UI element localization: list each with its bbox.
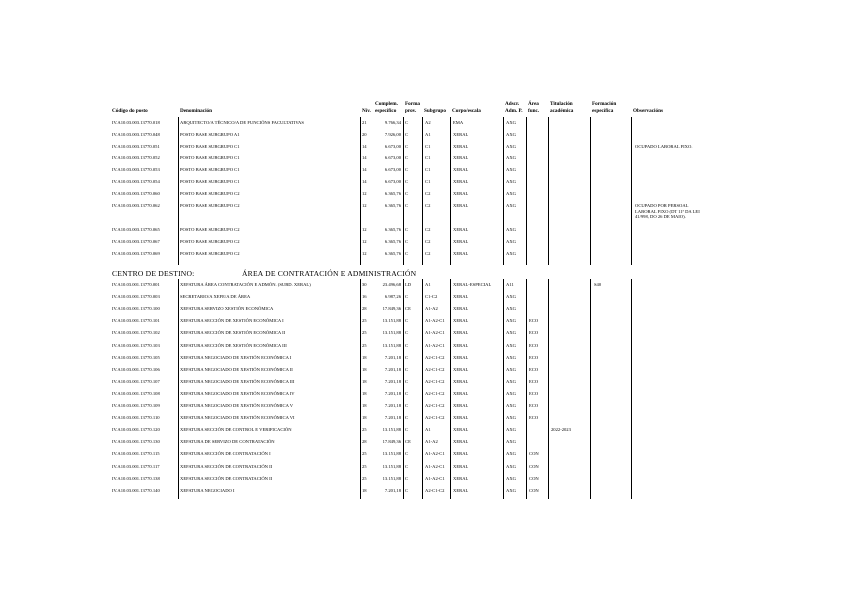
cell-comp: 6.987,26 <box>384 294 401 299</box>
cell-adscr: AXG <box>506 439 516 444</box>
cell-area: ECO <box>529 403 539 408</box>
header-complemento-bottom: específico <box>375 108 397 114</box>
cell-nivel: 25 <box>362 343 367 348</box>
cell-code: IV.A10.03.003.13770.048 <box>112 132 160 137</box>
cell-comp: 13.151,88 <box>382 476 401 481</box>
cell-sub: C1 <box>425 144 431 149</box>
cell-form: S40 <box>594 282 602 287</box>
cell-sub: A1 <box>425 282 431 287</box>
cell-adscr: AXG <box>506 179 516 184</box>
header-nivel: Nív. <box>362 108 371 114</box>
cell-nivel: 12 <box>362 251 367 256</box>
cell-adscr: AXG <box>506 239 516 244</box>
cell-nivel: 18 <box>362 355 367 360</box>
cell-nivel: 25 <box>362 476 367 481</box>
cell-corpo: XERAL <box>453 391 469 396</box>
header-area-top: Área <box>528 101 539 107</box>
table-row <box>0 306 842 318</box>
cell-comp: 6.365,76 <box>384 239 401 244</box>
cell-corpo: EMA <box>453 120 464 125</box>
cell-adscr: AXG <box>506 391 516 396</box>
cell-nivel: 12 <box>362 191 367 196</box>
cell-forma: C <box>405 488 409 493</box>
cell-forma: CE <box>405 306 411 311</box>
cell-nivel: 18 <box>362 367 367 372</box>
cell-sub: C2 <box>425 191 431 196</box>
header-denominacion: Denominación <box>180 108 212 114</box>
cell-forma: C <box>405 367 409 372</box>
cell-comp: 6.365,76 <box>384 227 401 232</box>
cell-corpo: XERAL <box>453 318 469 323</box>
cell-nivel: 25 <box>362 330 367 335</box>
cell-corpo: XERAL <box>453 144 469 149</box>
cell-corpo: XERAL <box>453 191 469 196</box>
cell-name: XEFATURA NEGOCIADO DE XESTIÓN ECONÓMICA IV <box>180 391 295 396</box>
header-observacions: Observacións <box>633 108 663 114</box>
cell-nivel: 14 <box>362 179 367 184</box>
cell-adscr: AXG <box>506 464 516 469</box>
cell-forma: C <box>405 179 409 184</box>
cell-code: IV.A10.03.001.13770.102 <box>112 330 160 335</box>
cell-comp: 6.673,00 <box>384 144 401 149</box>
cell-obs: OCUPADO POR PERSOAL LABORAL FIXO (DT 11ª DA LEI 41/998, DO 26 DE MAIO). <box>635 203 700 220</box>
cell-nivel: 25 <box>362 427 367 432</box>
cell-code: IV.A10.03.003.13770.067 <box>112 239 160 244</box>
table-row <box>0 391 842 403</box>
cell-nivel: 18 <box>362 403 367 408</box>
cell-sub: A2-C1-C2 <box>425 379 445 384</box>
header-titulacion-top: Titulación <box>550 101 573 107</box>
cell-adscr: AXG <box>506 343 516 348</box>
cell-nivel: 25 <box>362 464 367 469</box>
cell-obs: OCUPADO LABORAL FIXO. <box>635 144 693 149</box>
cell-forma: C <box>405 451 409 456</box>
cell-nivel: 12 <box>362 239 367 244</box>
cell-name: XEFATURA SERVIZO XESTIÓN ECONÓMICA <box>180 306 274 311</box>
cell-forma: C <box>405 227 409 232</box>
cell-name: XEFATURA SECCIÓN DE CONTRATACIÓN I <box>180 451 271 456</box>
cell-forma: C <box>405 391 409 396</box>
cell-nivel: 25 <box>362 451 367 456</box>
cell-name: XEFATURA SECCIÓN DE CONTROL E VERIFICACIÓN <box>180 427 292 432</box>
cell-comp: 13.151,88 <box>382 427 401 432</box>
cell-code: IV.A10.03.001.13770.117 <box>112 464 160 469</box>
cell-forma: C <box>405 167 409 172</box>
cell-name: POSTO BASE SUBGRUPO C1 <box>180 155 240 160</box>
cell-area: CON <box>529 476 539 481</box>
cell-code: IV.A10.03.001.13770.120 <box>112 427 160 432</box>
cell-sub: A2-C1-C2 <box>425 391 445 396</box>
table-row <box>0 439 842 451</box>
cell-corpo: XERAL <box>453 427 469 432</box>
cell-forma: C <box>405 427 409 432</box>
cell-name: XEFATURA SECCIÓN DE XESTIÓN ECONÓMICA II <box>180 330 286 335</box>
cell-name: POSTO BASE SUBGRUPO C1 <box>180 144 240 149</box>
table-row <box>0 282 842 294</box>
cell-adscr: AXG <box>506 191 516 196</box>
cell-name: POSTO BASE SUBGRUPO C1 <box>180 179 240 184</box>
cell-adscr: AXG <box>506 403 516 408</box>
table-row <box>0 403 842 415</box>
cell-code: IV.A10.03.003.13770.060 <box>112 191 160 196</box>
cell-adscr: AXG <box>506 294 516 299</box>
cell-adscr: AXG <box>506 144 516 149</box>
cell-name: XEFATURA SECCIÓN DE XESTIÓN ECONÓMICA I <box>180 318 284 323</box>
cell-code: IV.A10.03.001.13770.101 <box>112 318 160 323</box>
cell-comp: 7.926,00 <box>384 132 401 137</box>
cell-name: XEFATURA SECCIÓN DE CONTRATACIÓN II <box>180 464 273 469</box>
header-area-bottom: func. <box>528 108 540 114</box>
cell-sub: A1-A2-C1 <box>425 318 445 323</box>
cell-name: XEFATURA NEGOCIADO DE XESTIÓN ECONÓMICA I <box>180 355 292 360</box>
header-codigo: Código do posto <box>112 108 148 114</box>
cell-adscr: AXG <box>506 488 516 493</box>
cell-sub: C2 <box>425 239 431 244</box>
cell-sub: A2-C1-C2 <box>425 403 445 408</box>
header-formacion-top: Formación <box>592 101 617 107</box>
table-row <box>0 415 842 427</box>
cell-forma: C <box>405 415 409 420</box>
cell-corpo: XERAL <box>453 464 469 469</box>
cell-forma: CE <box>405 439 411 444</box>
cell-area: CON <box>529 451 539 456</box>
cell-adscr: AXG <box>506 367 516 372</box>
table-row <box>0 367 842 379</box>
cell-forma: C <box>405 464 409 469</box>
cell-forma: C <box>405 155 409 160</box>
cell-corpo: XERAL <box>453 379 469 384</box>
cell-adscr: AXG <box>506 227 516 232</box>
table-row <box>0 294 842 306</box>
cell-forma: C <box>405 294 409 299</box>
cell-area: ECO <box>529 355 539 360</box>
cell-forma: C <box>405 251 409 256</box>
cell-corpo: XERAL <box>453 415 469 420</box>
table-row <box>0 120 842 132</box>
cell-sub: A1-A2-C1 <box>425 464 445 469</box>
cell-nivel: 28 <box>362 439 367 444</box>
table-row <box>0 464 842 476</box>
cell-comp: 6.673,00 <box>384 167 401 172</box>
cell-corpo: XERAL <box>453 439 469 444</box>
cell-sub: A1 <box>425 427 431 432</box>
cell-code: IV.A10.03.001.13770.103 <box>112 343 160 348</box>
header-complemento-top: Complem. <box>375 101 398 107</box>
cell-code: IV.A10.03.001.13770.140 <box>112 488 160 493</box>
cell-sub: A2-C1-C2 <box>425 415 445 420</box>
cell-sub: C1 <box>425 167 431 172</box>
cell-sub: A1-A2-C1 <box>425 476 445 481</box>
cell-forma: C <box>405 318 409 323</box>
cell-code: IV.A10.03.003.13770.052 <box>112 155 160 160</box>
cell-nivel: 18 <box>362 415 367 420</box>
header-forma-bottom: prov. <box>405 108 417 114</box>
table-row <box>0 355 842 367</box>
cell-forma: C <box>405 355 409 360</box>
cell-comp: 17.849,36 <box>382 306 401 311</box>
cell-name: POSTO BASE SUBGRUPO C1 <box>180 167 240 172</box>
cell-code: IV.A10.03.003.13770.018 <box>112 120 160 125</box>
cell-corpo: XERAL <box>453 355 469 360</box>
cell-code: IV.A10.03.001.13770.107 <box>112 379 160 384</box>
cell-corpo: XERAL <box>453 476 469 481</box>
cell-corpo: XERAL <box>453 306 469 311</box>
cell-sub: A2-C1-C2 <box>425 367 445 372</box>
cell-sub: C1 <box>425 179 431 184</box>
cell-code: IV.A10.03.001.13770.108 <box>112 391 160 396</box>
cell-adscr: AXG <box>506 318 516 323</box>
cell-code: IV.A10.03.001.13770.100 <box>112 306 160 311</box>
cell-corpo: XERAL <box>453 227 469 232</box>
cell-code: IV.A10.03.003.13770.051 <box>112 144 160 149</box>
cell-adscr: AXG <box>506 167 516 172</box>
cell-forma: C <box>405 343 409 348</box>
table-row <box>0 203 842 220</box>
cell-name: XEFATURA SECCIÓN DE XESTIÓN ECONÓMICA III <box>180 343 287 348</box>
table-row <box>0 251 842 263</box>
cell-sub: A1-A2-C1 <box>425 343 445 348</box>
table-row <box>0 167 842 179</box>
cell-adscr: AXG <box>506 379 516 384</box>
cell-forma: C <box>405 239 409 244</box>
cell-comp: 7.201,18 <box>384 379 401 384</box>
cell-forma: C <box>405 379 409 384</box>
cell-name: XEFATURA NEGOCIADO I <box>180 488 235 493</box>
cell-code: IV.A10.03.003.13770.053 <box>112 167 160 172</box>
cell-code: IV.A10.03.001.13770.110 <box>112 415 160 420</box>
cell-corpo: XERAL <box>453 167 469 172</box>
cell-comp: 7.201,18 <box>384 391 401 396</box>
cell-sub: A1-A2 <box>425 439 438 444</box>
cell-comp: 6.673,00 <box>384 155 401 160</box>
cell-sub: A1-A2-C1 <box>425 330 445 335</box>
cell-comp: 23.496,68 <box>382 282 401 287</box>
cell-area: ECO <box>529 318 539 323</box>
cell-corpo: XERAL <box>453 239 469 244</box>
section-name: ÁREA DE CONTRATACIÓN E ADMINISTRACIÓN <box>242 269 417 278</box>
cell-sub: C2 <box>425 203 431 208</box>
cell-nivel: 18 <box>362 488 367 493</box>
table-row <box>0 132 842 144</box>
cell-sub: C2 <box>425 227 431 232</box>
cell-forma: C <box>405 476 409 481</box>
cell-comp: 6.365,76 <box>384 251 401 256</box>
cell-adscr: AXG <box>506 120 516 125</box>
cell-adscr: AXG <box>506 427 516 432</box>
cell-name: POSTO BASE SUBGRUPO C2 <box>180 239 240 244</box>
header-adscr-top: Adscr. <box>505 101 520 107</box>
cell-adscr: AXG <box>506 415 516 420</box>
cell-name: POSTO BASE SUBGRUPO C2 <box>180 227 240 232</box>
cell-corpo: XERAL <box>453 203 469 208</box>
cell-forma: C <box>405 132 409 137</box>
cell-sub: A1 <box>425 132 431 137</box>
cell-name: XEFATURA ÁREA CONTRATACIÓN E ADMÓN. (SUBD. XERAL) <box>180 282 311 287</box>
cell-area: ECO <box>529 379 539 384</box>
header-formacion-bottom: específica <box>592 108 614 114</box>
table-row <box>0 179 842 191</box>
table-row <box>0 451 842 463</box>
cell-corpo: XERAL <box>453 488 469 493</box>
cell-corpo: XERAL <box>453 330 469 335</box>
cell-sub: C1 <box>425 155 431 160</box>
header-titulacion-bottom: académica <box>550 108 574 114</box>
cell-nivel: 18 <box>362 379 367 384</box>
cell-corpo: XERAL <box>453 251 469 256</box>
cell-corpo: XERAL <box>453 132 469 137</box>
cell-comp: 6.673,00 <box>384 179 401 184</box>
cell-comp: 13.151,88 <box>382 343 401 348</box>
cell-name: POSTO BASE SUBGRUPO A1 <box>180 132 240 137</box>
cell-adscr: AXG <box>506 132 516 137</box>
header-adscr-bottom: Adm. P. <box>505 108 523 114</box>
cell-adscr: AXG <box>506 330 516 335</box>
cell-code: IV.A10.03.001.13770.115 <box>112 451 160 456</box>
cell-adscr: AXG <box>506 451 516 456</box>
cell-nivel: 12 <box>362 227 367 232</box>
cell-forma: LD <box>405 282 412 287</box>
cell-name: XEFATURA SECCIÓN DE CONTRATACIÓN II <box>180 476 273 481</box>
cell-code: IV.A10.03.003.13770.065 <box>112 227 160 232</box>
cell-area: CON <box>529 488 539 493</box>
cell-code: IV.A10.03.001.13770.001 <box>112 282 160 287</box>
cell-corpo: XERAL <box>453 403 469 408</box>
cell-corpo: XERAL <box>453 179 469 184</box>
cell-adscr: AXG <box>506 306 516 311</box>
cell-adscr: AXG <box>506 251 516 256</box>
cell-area: CON <box>529 464 539 469</box>
cell-adscr: AXG <box>506 355 516 360</box>
cell-comp: 13.151,88 <box>382 318 401 323</box>
cell-code: IV.A10.03.003.13770.054 <box>112 179 160 184</box>
cell-sub: A1-A2 <box>425 306 438 311</box>
cell-code: IV.A10.03.003.13770.069 <box>112 251 160 256</box>
cell-nivel: 16 <box>362 294 367 299</box>
cell-area: ECO <box>529 415 539 420</box>
cell-name: XEFATURA NEGOCIADO DE XESTIÓN ECONÓMICA II <box>180 367 293 372</box>
cell-corpo: XERAL <box>453 367 469 372</box>
cell-area: ECO <box>529 343 539 348</box>
cell-nivel: 14 <box>362 144 367 149</box>
cell-sub: A1-A2-C1 <box>425 451 445 456</box>
cell-comp: 9.766,34 <box>384 120 401 125</box>
cell-forma: C <box>405 144 409 149</box>
cell-nivel: 20 <box>362 132 367 137</box>
cell-name: POSTO BASE SUBGRUPO C2 <box>180 203 240 208</box>
cell-name: XEFATURA NEGOCIADO DE XESTIÓN ECONÓMICA V <box>180 403 294 408</box>
table-row <box>0 239 842 251</box>
table-row <box>0 155 842 167</box>
table-row <box>0 330 842 342</box>
cell-comp: 7.201,18 <box>384 488 401 493</box>
cell-code: IV.A10.03.001.13770.105 <box>112 355 160 360</box>
cell-corpo: XERAL <box>453 451 469 456</box>
cell-nivel: 14 <box>362 167 367 172</box>
cell-corpo: XERAL-ESPECIAL <box>453 282 492 287</box>
cell-code: IV.A10.03.001.13770.138 <box>112 476 160 481</box>
cell-code: IV.A10.03.001.13770.109 <box>112 403 160 408</box>
cell-adscr: AXG <box>506 203 516 208</box>
cell-sub: A2-C1-C2 <box>425 355 445 360</box>
cell-forma: C <box>405 120 409 125</box>
cell-comp: 6.365,76 <box>384 191 401 196</box>
cell-tit: 2022-2023 <box>551 427 571 432</box>
cell-code: IV.A10.03.003.13770.062 <box>112 203 160 208</box>
cell-name: POSTO BASE SUBGRUPO C2 <box>180 191 240 196</box>
cell-comp: 7.201,18 <box>384 403 401 408</box>
cell-nivel: 14 <box>362 155 367 160</box>
cell-nivel: 30 <box>362 282 367 287</box>
cell-forma: C <box>405 203 409 208</box>
table-row <box>0 343 842 355</box>
table-row <box>0 488 842 500</box>
header-forma-top: Forma <box>405 101 420 107</box>
cell-area: ECO <box>529 330 539 335</box>
cell-sub: A2 <box>425 120 431 125</box>
cell-nivel: 28 <box>362 306 367 311</box>
table-row <box>0 379 842 391</box>
cell-area: ECO <box>529 367 539 372</box>
cell-code: IV.A10.03.001.13770.106 <box>112 367 160 372</box>
header-corpo: Corpo/escala <box>452 108 481 114</box>
table-row <box>0 191 842 203</box>
cell-name: XEFATURA DE SERVIZO DE CONTRATACIÓN <box>180 439 275 444</box>
cell-sub: C2 <box>425 251 431 256</box>
cell-name: XEFATURA NEGOCIADO DE XESTIÓN ECONÓMICA VI <box>180 415 295 420</box>
cell-corpo: XERAL <box>453 294 469 299</box>
cell-comp: 17.849,36 <box>382 439 401 444</box>
cell-nivel: 18 <box>362 391 367 396</box>
cell-corpo: XERAL <box>453 155 469 160</box>
cell-nivel: 25 <box>362 318 367 323</box>
cell-name: POSTO BASE SUBGRUPO C2 <box>180 251 240 256</box>
cell-comp: 13.151,88 <box>382 464 401 469</box>
table-row <box>0 227 842 239</box>
cell-comp: 13.151,88 <box>382 330 401 335</box>
table-row <box>0 318 842 330</box>
cell-sub: A2-C1-C2 <box>425 488 445 493</box>
cell-name: ARQUITECTO/A TÉCNICO/A DE FUNCIÓNS FACULTATIVAS <box>180 120 304 125</box>
cell-forma: C <box>405 403 409 408</box>
cell-adscr: AXG <box>506 155 516 160</box>
cell-comp: 7.201,18 <box>384 415 401 420</box>
table-row <box>0 427 842 439</box>
cell-comp: 7.201,18 <box>384 355 401 360</box>
cell-code: IV.A10.03.001.13770.003 <box>112 294 160 299</box>
cell-comp: 13.151,88 <box>382 451 401 456</box>
cell-adscr: AXG <box>506 476 516 481</box>
cell-sub: C1-C2 <box>425 294 438 299</box>
cell-corpo: XERAL <box>453 343 469 348</box>
cell-forma: C <box>405 330 409 335</box>
cell-comp: 6.365,76 <box>384 203 401 208</box>
header-subgrupo: Subgrupo <box>424 108 446 114</box>
cell-code: IV.A10.03.001.13770.130 <box>112 439 160 444</box>
cell-nivel: 21 <box>362 120 367 125</box>
cell-comp: 7.201,18 <box>384 367 401 372</box>
cell-name: SECRETARIO/A XEFE/A DE ÁREA <box>180 294 251 299</box>
cell-area: ECO <box>529 391 539 396</box>
cell-name: XEFATURA NEGOCIADO DE XESTIÓN ECONÓMICA III <box>180 379 295 384</box>
section-label: CENTRO DE DESTINO: <box>112 269 195 278</box>
cell-adscr: A11 <box>506 282 514 287</box>
cell-nivel: 12 <box>362 203 367 208</box>
cell-forma: C <box>405 191 409 196</box>
table-row <box>0 476 842 488</box>
